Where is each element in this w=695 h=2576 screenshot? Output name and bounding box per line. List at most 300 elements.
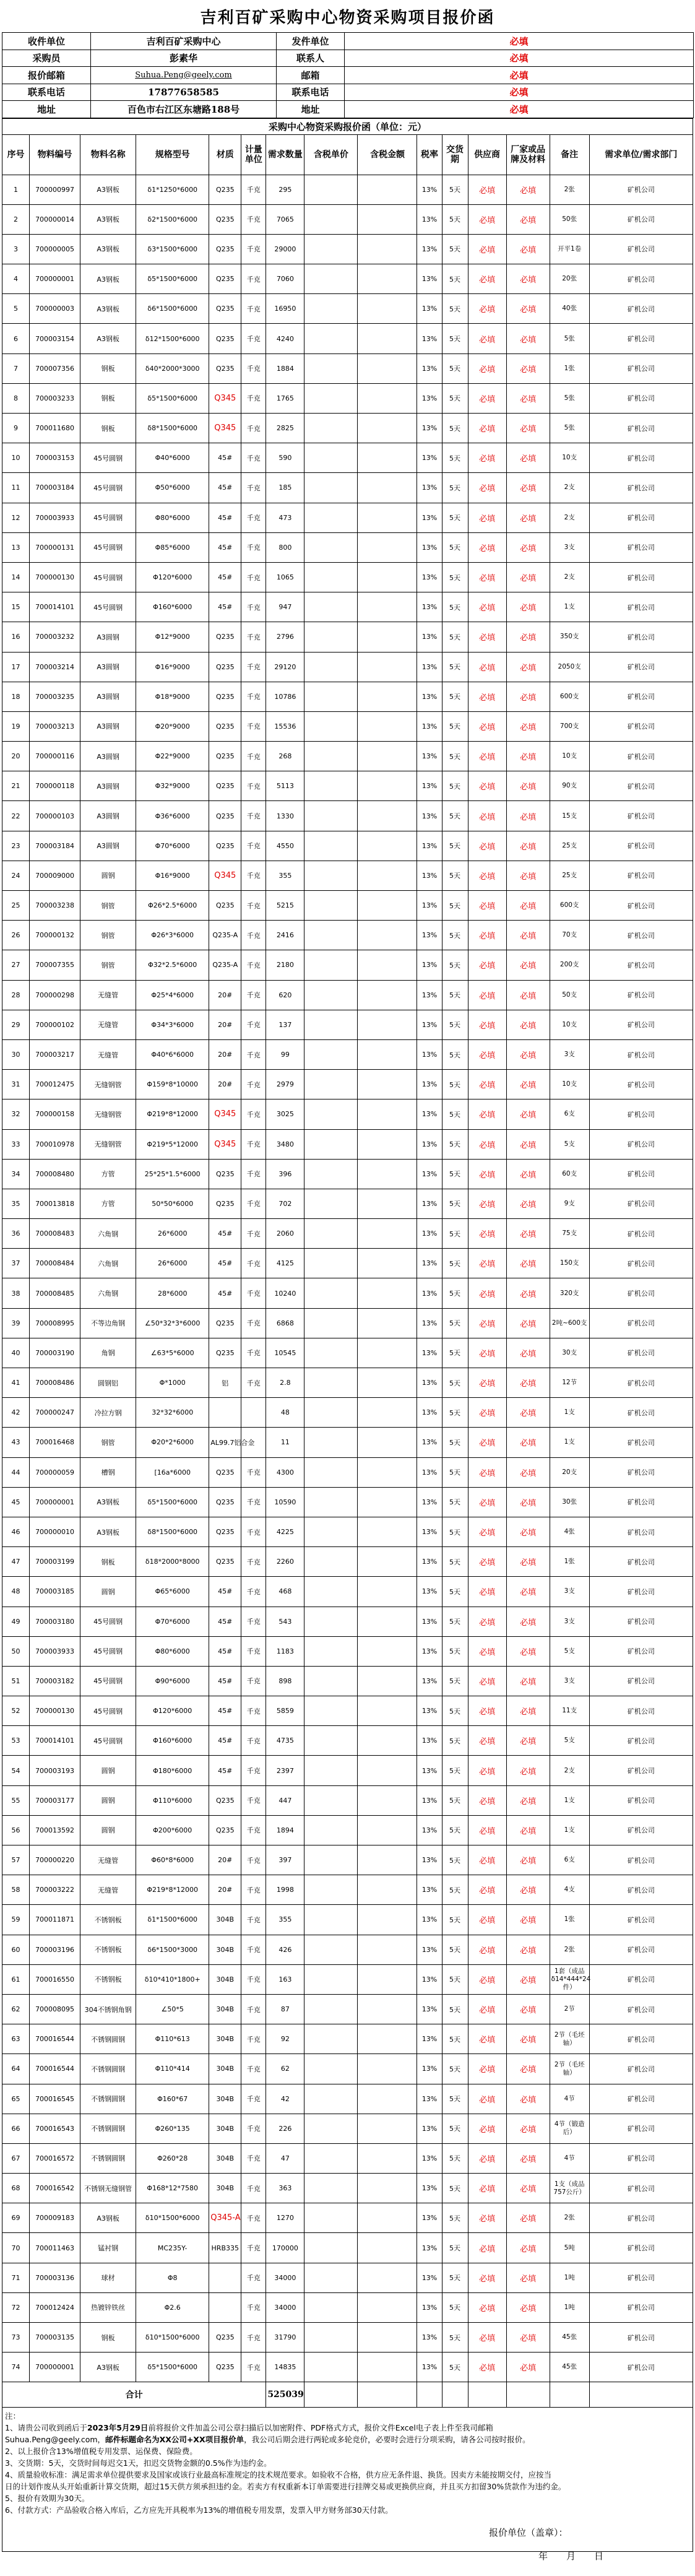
table-cell[interactable]: 必填 <box>468 1815 506 1845</box>
table-cell[interactable]: 必填 <box>506 1845 550 1875</box>
table-cell[interactable]: 必填 <box>468 1964 506 1994</box>
table-cell[interactable]: 必填 <box>468 2292 506 2322</box>
table-cell[interactable]: 必填 <box>506 1487 550 1517</box>
table-cell[interactable] <box>358 1875 417 1905</box>
table-cell[interactable]: 必填 <box>506 1547 550 1577</box>
table-cell[interactable] <box>304 1338 358 1368</box>
table-cell[interactable] <box>358 1815 417 1845</box>
table-cell[interactable] <box>358 2174 417 2203</box>
table-cell[interactable] <box>358 1964 417 1994</box>
table-cell[interactable] <box>358 2024 417 2054</box>
table-cell[interactable]: 必填 <box>506 294 550 324</box>
table-cell[interactable] <box>304 1457 358 1487</box>
table-cell[interactable] <box>304 503 358 532</box>
table-cell[interactable]: 必填 <box>506 2233 550 2263</box>
table-cell[interactable]: 必填 <box>506 175 550 204</box>
table-cell[interactable] <box>304 1487 358 1517</box>
table-cell[interactable]: 必填 <box>506 801 550 831</box>
table-cell[interactable]: 必填 <box>506 1338 550 1368</box>
table-cell[interactable]: 必填 <box>468 234 506 264</box>
table-cell[interactable] <box>304 682 358 711</box>
table-cell[interactable]: 必填 <box>506 1070 550 1099</box>
table-cell[interactable] <box>358 1099 417 1129</box>
table-cell[interactable] <box>304 1039 358 1069</box>
table-cell[interactable] <box>358 2114 417 2143</box>
table-cell[interactable]: 必填 <box>468 1994 506 2024</box>
table-cell[interactable] <box>358 1249 417 1278</box>
table-cell[interactable] <box>304 622 358 652</box>
table-cell[interactable] <box>358 1517 417 1546</box>
table-cell[interactable] <box>304 742 358 771</box>
table-cell[interactable]: 必填 <box>506 1517 550 1546</box>
table-cell[interactable]: 必填 <box>506 2174 550 2203</box>
table-cell[interactable] <box>358 1428 417 1457</box>
table-cell[interactable]: 必填 <box>468 950 506 980</box>
table-cell[interactable] <box>304 1159 358 1189</box>
table-cell[interactable]: 必填 <box>468 2323 506 2353</box>
table-cell[interactable]: 必填 <box>506 742 550 771</box>
table-cell[interactable]: 必填 <box>506 1666 550 1696</box>
table-cell[interactable] <box>304 1636 358 1666</box>
table-cell[interactable]: 必填 <box>506 264 550 294</box>
table-cell[interactable]: 必填 <box>506 1219 550 1249</box>
table-cell[interactable]: 必填 <box>468 1249 506 1278</box>
table-cell[interactable] <box>304 2084 358 2114</box>
table-cell[interactable]: 必填 <box>506 1696 550 1726</box>
table-cell[interactable]: 必填 <box>468 861 506 890</box>
table-cell[interactable] <box>304 2233 358 2263</box>
table-cell[interactable]: 必填 <box>506 2114 550 2143</box>
table-cell[interactable]: 必填 <box>506 1278 550 1308</box>
table-cell[interactable]: 必填 <box>506 1994 550 2024</box>
table-cell[interactable]: 必填 <box>468 831 506 861</box>
table-cell[interactable]: 必填 <box>506 1905 550 1935</box>
table-cell[interactable] <box>358 1607 417 1636</box>
table-cell[interactable]: 必填 <box>506 2084 550 2114</box>
table-cell[interactable]: 必填 <box>506 2353 550 2382</box>
table-cell[interactable]: 必填 <box>468 2353 506 2382</box>
table-cell[interactable] <box>358 1338 417 1368</box>
table-cell[interactable] <box>358 921 417 950</box>
table-cell[interactable] <box>358 414 417 443</box>
table-cell[interactable] <box>304 383 358 413</box>
table-cell[interactable]: 必填 <box>468 1845 506 1875</box>
table-cell[interactable] <box>358 742 417 771</box>
table-cell[interactable]: 必填 <box>468 204 506 234</box>
table-cell[interactable]: 必填 <box>468 652 506 682</box>
table-cell[interactable]: 必填 <box>506 2143 550 2173</box>
table-cell[interactable] <box>358 831 417 861</box>
table-cell[interactable] <box>304 1666 358 1696</box>
table-cell[interactable]: 必填 <box>506 592 550 622</box>
table-cell[interactable] <box>304 1845 358 1875</box>
table-cell[interactable]: 必填 <box>506 2323 550 2353</box>
table-cell[interactable] <box>358 2084 417 2114</box>
table-cell[interactable] <box>304 175 358 204</box>
table-cell[interactable] <box>304 1398 358 1428</box>
table-cell[interactable]: 必填 <box>506 324 550 353</box>
table-cell[interactable] <box>358 353 417 383</box>
table-cell[interactable] <box>358 1308 417 1338</box>
table-cell[interactable]: 必填 <box>468 383 506 413</box>
table-cell[interactable]: 必填 <box>506 1189 550 1218</box>
table-cell[interactable]: 必填 <box>468 592 506 622</box>
table-cell[interactable] <box>358 2054 417 2084</box>
table-cell[interactable]: 必填 <box>506 1636 550 1666</box>
table-cell[interactable]: 必填 <box>468 264 506 294</box>
table-cell[interactable] <box>358 324 417 353</box>
table-cell[interactable] <box>358 1487 417 1517</box>
table-cell[interactable]: 必填 <box>468 175 506 204</box>
table-cell[interactable] <box>358 473 417 503</box>
table-cell[interactable] <box>304 264 358 294</box>
table-cell[interactable] <box>358 1726 417 1756</box>
table-cell[interactable]: 必填 <box>468 1696 506 1726</box>
table-cell[interactable]: 必填 <box>468 801 506 831</box>
table-cell[interactable] <box>358 2203 417 2233</box>
table-cell[interactable]: 必填 <box>468 2054 506 2084</box>
table-cell[interactable] <box>358 383 417 413</box>
table-cell[interactable] <box>358 682 417 711</box>
header-required-field[interactable]: 必填 <box>345 101 694 118</box>
table-cell[interactable] <box>358 294 417 324</box>
table-cell[interactable]: 必填 <box>468 2084 506 2114</box>
table-cell[interactable]: 必填 <box>468 1129 506 1159</box>
table-cell[interactable] <box>304 1099 358 1129</box>
table-cell[interactable]: 必填 <box>468 1070 506 1099</box>
table-cell[interactable]: 必填 <box>468 1517 506 1546</box>
table-cell[interactable] <box>358 1935 417 1964</box>
table-cell[interactable] <box>358 1278 417 1308</box>
table-cell[interactable] <box>358 771 417 801</box>
table-cell[interactable] <box>358 1547 417 1577</box>
table-cell[interactable] <box>304 532 358 562</box>
table-cell[interactable]: 必填 <box>506 1129 550 1159</box>
table-cell[interactable]: 必填 <box>506 532 550 562</box>
table-cell[interactable]: 必填 <box>506 1815 550 1845</box>
table-cell[interactable]: 必填 <box>468 324 506 353</box>
table-cell[interactable] <box>358 652 417 682</box>
table-cell[interactable] <box>358 711 417 741</box>
table-cell[interactable]: 必填 <box>468 1278 506 1308</box>
table-cell[interactable]: 必填 <box>506 1308 550 1338</box>
table-cell[interactable]: 必填 <box>506 2203 550 2233</box>
table-cell[interactable] <box>358 1756 417 1785</box>
table-cell[interactable]: 必填 <box>468 1756 506 1785</box>
table-cell[interactable]: 必填 <box>506 353 550 383</box>
table-cell[interactable] <box>304 1010 358 1039</box>
table-cell[interactable] <box>358 1189 417 1218</box>
table-cell[interactable]: 必填 <box>468 473 506 503</box>
table-cell[interactable] <box>358 443 417 473</box>
table-cell[interactable] <box>304 1785 358 1815</box>
table-cell[interactable] <box>304 1815 358 1845</box>
table-cell[interactable]: 必填 <box>468 1099 506 1129</box>
table-cell[interactable]: 必填 <box>506 1010 550 1039</box>
table-cell[interactable] <box>304 2263 358 2292</box>
table-cell[interactable] <box>304 861 358 890</box>
table-cell[interactable] <box>358 622 417 652</box>
table-cell[interactable] <box>304 234 358 264</box>
table-cell[interactable] <box>358 562 417 592</box>
table-cell[interactable] <box>358 1666 417 1696</box>
table-cell[interactable]: 必填 <box>506 2292 550 2322</box>
table-cell[interactable] <box>304 1278 358 1308</box>
table-cell[interactable]: 必填 <box>468 294 506 324</box>
table-cell[interactable] <box>358 204 417 234</box>
table-cell[interactable] <box>358 1129 417 1159</box>
table-cell[interactable]: 必填 <box>468 2114 506 2143</box>
table-cell[interactable] <box>304 1696 358 1726</box>
table-cell[interactable] <box>358 891 417 921</box>
table-cell[interactable]: 必填 <box>506 234 550 264</box>
table-cell[interactable] <box>304 2174 358 2203</box>
table-cell[interactable]: 必填 <box>506 652 550 682</box>
table-cell[interactable]: 必填 <box>468 1428 506 1457</box>
table-cell[interactable]: 必填 <box>506 1964 550 1994</box>
table-cell[interactable]: 必填 <box>468 1189 506 1218</box>
table-cell[interactable] <box>358 980 417 1010</box>
table-cell[interactable]: 必填 <box>468 2024 506 2054</box>
table-cell[interactable] <box>358 2292 417 2322</box>
table-cell[interactable]: 必填 <box>468 532 506 562</box>
table-cell[interactable]: 必填 <box>468 503 506 532</box>
table-cell[interactable]: 必填 <box>468 1905 506 1935</box>
table-cell[interactable]: 必填 <box>468 2143 506 2173</box>
table-cell[interactable]: 必填 <box>506 1935 550 1964</box>
table-cell[interactable] <box>358 175 417 204</box>
table-cell[interactable]: 必填 <box>506 1756 550 1785</box>
table-cell[interactable]: 必填 <box>468 1875 506 1905</box>
table-cell[interactable]: 必填 <box>468 1577 506 1607</box>
table-cell[interactable] <box>358 2233 417 2263</box>
table-cell[interactable]: 必填 <box>468 1338 506 1368</box>
table-cell[interactable] <box>304 980 358 1010</box>
table-cell[interactable]: 必填 <box>506 2024 550 2054</box>
table-cell[interactable] <box>358 1845 417 1875</box>
table-cell[interactable] <box>304 2054 358 2084</box>
table-cell[interactable] <box>304 1994 358 2024</box>
table-cell[interactable]: 必填 <box>506 2054 550 2084</box>
table-cell[interactable] <box>304 2203 358 2233</box>
table-cell[interactable] <box>304 1070 358 1099</box>
table-cell[interactable] <box>304 1607 358 1636</box>
table-cell[interactable]: 必填 <box>506 383 550 413</box>
table-cell[interactable]: 必填 <box>506 1368 550 1398</box>
table-cell[interactable] <box>358 861 417 890</box>
table-cell[interactable] <box>304 2143 358 2173</box>
table-cell[interactable]: 必填 <box>468 2263 506 2292</box>
table-cell[interactable]: 必填 <box>506 562 550 592</box>
table-cell[interactable]: 必填 <box>506 1159 550 1189</box>
table-cell[interactable] <box>358 2353 417 2382</box>
table-cell[interactable] <box>358 234 417 264</box>
table-cell[interactable] <box>358 1457 417 1487</box>
table-cell[interactable]: 必填 <box>468 1785 506 1815</box>
table-cell[interactable]: 必填 <box>506 1457 550 1487</box>
table-cell[interactable] <box>358 801 417 831</box>
table-cell[interactable]: 必填 <box>506 443 550 473</box>
table-cell[interactable]: 必填 <box>468 921 506 950</box>
table-cell[interactable]: 必填 <box>468 682 506 711</box>
table-cell[interactable] <box>358 1219 417 1249</box>
table-cell[interactable]: 必填 <box>506 921 550 950</box>
table-cell[interactable] <box>304 2024 358 2054</box>
table-cell[interactable] <box>304 353 358 383</box>
table-cell[interactable]: 必填 <box>468 562 506 592</box>
table-cell[interactable] <box>358 1398 417 1428</box>
table-cell[interactable] <box>358 2263 417 2292</box>
table-cell[interactable] <box>358 1577 417 1607</box>
table-cell[interactable]: 必填 <box>506 1785 550 1815</box>
table-cell[interactable] <box>358 1785 417 1815</box>
table-cell[interactable] <box>304 652 358 682</box>
table-cell[interactable] <box>304 1875 358 1905</box>
table-cell[interactable]: 必填 <box>468 891 506 921</box>
table-cell[interactable] <box>304 324 358 353</box>
table-cell[interactable]: 必填 <box>506 622 550 652</box>
table-cell[interactable]: 必填 <box>506 1607 550 1636</box>
table-cell[interactable]: 必填 <box>468 1398 506 1428</box>
table-cell[interactable]: 必填 <box>506 711 550 741</box>
table-cell[interactable]: 必填 <box>506 1726 550 1756</box>
table-cell[interactable]: 必填 <box>506 204 550 234</box>
table-cell[interactable] <box>304 771 358 801</box>
table-cell[interactable]: 必填 <box>468 1935 506 1964</box>
table-cell[interactable] <box>358 1159 417 1189</box>
table-cell[interactable] <box>304 1428 358 1457</box>
table-cell[interactable]: 必填 <box>506 861 550 890</box>
table-cell[interactable] <box>304 1129 358 1159</box>
header-required-field[interactable]: 必填 <box>345 67 694 84</box>
table-cell[interactable]: 必填 <box>506 1249 550 1278</box>
table-cell[interactable] <box>358 1905 417 1935</box>
table-cell[interactable]: 必填 <box>506 1577 550 1607</box>
table-cell[interactable] <box>358 1039 417 1069</box>
table-cell[interactable]: 必填 <box>468 1010 506 1039</box>
table-cell[interactable]: 必填 <box>468 1726 506 1756</box>
table-cell[interactable]: 必填 <box>468 1308 506 1338</box>
table-cell[interactable] <box>358 532 417 562</box>
table-cell[interactable] <box>358 1696 417 1726</box>
table-cell[interactable]: 必填 <box>468 711 506 741</box>
table-cell[interactable]: 必填 <box>506 831 550 861</box>
table-cell[interactable]: 必填 <box>468 742 506 771</box>
table-cell[interactable] <box>304 1249 358 1278</box>
table-cell[interactable] <box>304 443 358 473</box>
table-cell[interactable]: 必填 <box>506 771 550 801</box>
table-cell[interactable] <box>304 1189 358 1218</box>
table-cell[interactable] <box>304 801 358 831</box>
table-cell[interactable] <box>358 503 417 532</box>
table-cell[interactable] <box>358 1994 417 2024</box>
table-cell[interactable]: 必填 <box>468 771 506 801</box>
table-cell[interactable]: 必填 <box>468 1219 506 1249</box>
table-cell[interactable] <box>304 921 358 950</box>
table-cell[interactable] <box>304 1219 358 1249</box>
table-cell[interactable] <box>304 204 358 234</box>
table-cell[interactable] <box>304 1517 358 1546</box>
table-cell[interactable]: 必填 <box>506 1398 550 1428</box>
table-cell[interactable] <box>304 1905 358 1935</box>
table-cell[interactable]: 必填 <box>506 503 550 532</box>
table-cell[interactable] <box>304 1547 358 1577</box>
table-cell[interactable] <box>358 1010 417 1039</box>
table-cell[interactable]: 必填 <box>468 1666 506 1696</box>
table-cell[interactable] <box>304 1368 358 1398</box>
table-cell[interactable]: 必填 <box>468 1607 506 1636</box>
table-cell[interactable]: 必填 <box>506 891 550 921</box>
table-cell[interactable] <box>358 264 417 294</box>
table-cell[interactable]: 必填 <box>506 1875 550 1905</box>
table-cell[interactable]: 必填 <box>468 980 506 1010</box>
table-cell[interactable] <box>358 2143 417 2173</box>
table-cell[interactable] <box>358 1636 417 1666</box>
table-cell[interactable]: 必填 <box>506 414 550 443</box>
table-cell[interactable]: 必填 <box>468 1487 506 1517</box>
header-required-field[interactable]: 必填 <box>345 84 694 101</box>
table-cell[interactable] <box>358 1070 417 1099</box>
table-cell[interactable] <box>304 831 358 861</box>
table-cell[interactable] <box>304 1964 358 1994</box>
table-cell[interactable]: 必填 <box>468 2174 506 2203</box>
table-cell[interactable]: 必填 <box>468 2233 506 2263</box>
table-cell[interactable]: 必填 <box>506 1428 550 1457</box>
table-cell[interactable] <box>304 1577 358 1607</box>
table-cell[interactable] <box>358 592 417 622</box>
table-cell[interactable]: 必填 <box>506 473 550 503</box>
table-cell[interactable] <box>304 562 358 592</box>
table-cell[interactable] <box>304 891 358 921</box>
table-cell[interactable]: 必填 <box>468 414 506 443</box>
table-cell[interactable]: 必填 <box>506 1039 550 1069</box>
table-cell[interactable]: 必填 <box>506 980 550 1010</box>
table-cell[interactable]: 必填 <box>468 1039 506 1069</box>
table-cell[interactable] <box>304 711 358 741</box>
table-cell[interactable] <box>304 1935 358 1964</box>
table-cell[interactable]: 必填 <box>468 622 506 652</box>
table-cell[interactable]: 必填 <box>468 443 506 473</box>
table-cell[interactable] <box>304 2292 358 2322</box>
table-cell[interactable] <box>304 1726 358 1756</box>
table-cell[interactable]: 必填 <box>468 1547 506 1577</box>
table-cell[interactable] <box>304 2114 358 2143</box>
table-cell[interactable]: 必填 <box>468 353 506 383</box>
header-required-field[interactable]: 必填 <box>345 33 694 50</box>
header-required-field[interactable]: 必填 <box>345 50 694 67</box>
table-cell[interactable]: 必填 <box>468 2203 506 2233</box>
table-cell[interactable]: 必填 <box>468 1368 506 1398</box>
table-cell[interactable] <box>304 294 358 324</box>
table-cell[interactable]: 必填 <box>506 682 550 711</box>
table-cell[interactable] <box>358 1368 417 1398</box>
table-cell[interactable]: 必填 <box>506 1099 550 1129</box>
table-cell[interactable] <box>304 2353 358 2382</box>
table-cell[interactable] <box>304 1308 358 1338</box>
table-cell[interactable] <box>304 2323 358 2353</box>
table-cell[interactable]: 必填 <box>506 2263 550 2292</box>
table-cell[interactable]: 必填 <box>468 1636 506 1666</box>
table-cell[interactable]: 必填 <box>468 1159 506 1189</box>
table-cell[interactable] <box>304 592 358 622</box>
table-cell[interactable] <box>358 2323 417 2353</box>
table-cell[interactable] <box>358 950 417 980</box>
table-cell[interactable]: 必填 <box>468 1457 506 1487</box>
table-cell[interactable] <box>304 473 358 503</box>
table-cell[interactable] <box>304 1756 358 1785</box>
table-cell[interactable] <box>304 414 358 443</box>
table-cell[interactable] <box>304 950 358 980</box>
